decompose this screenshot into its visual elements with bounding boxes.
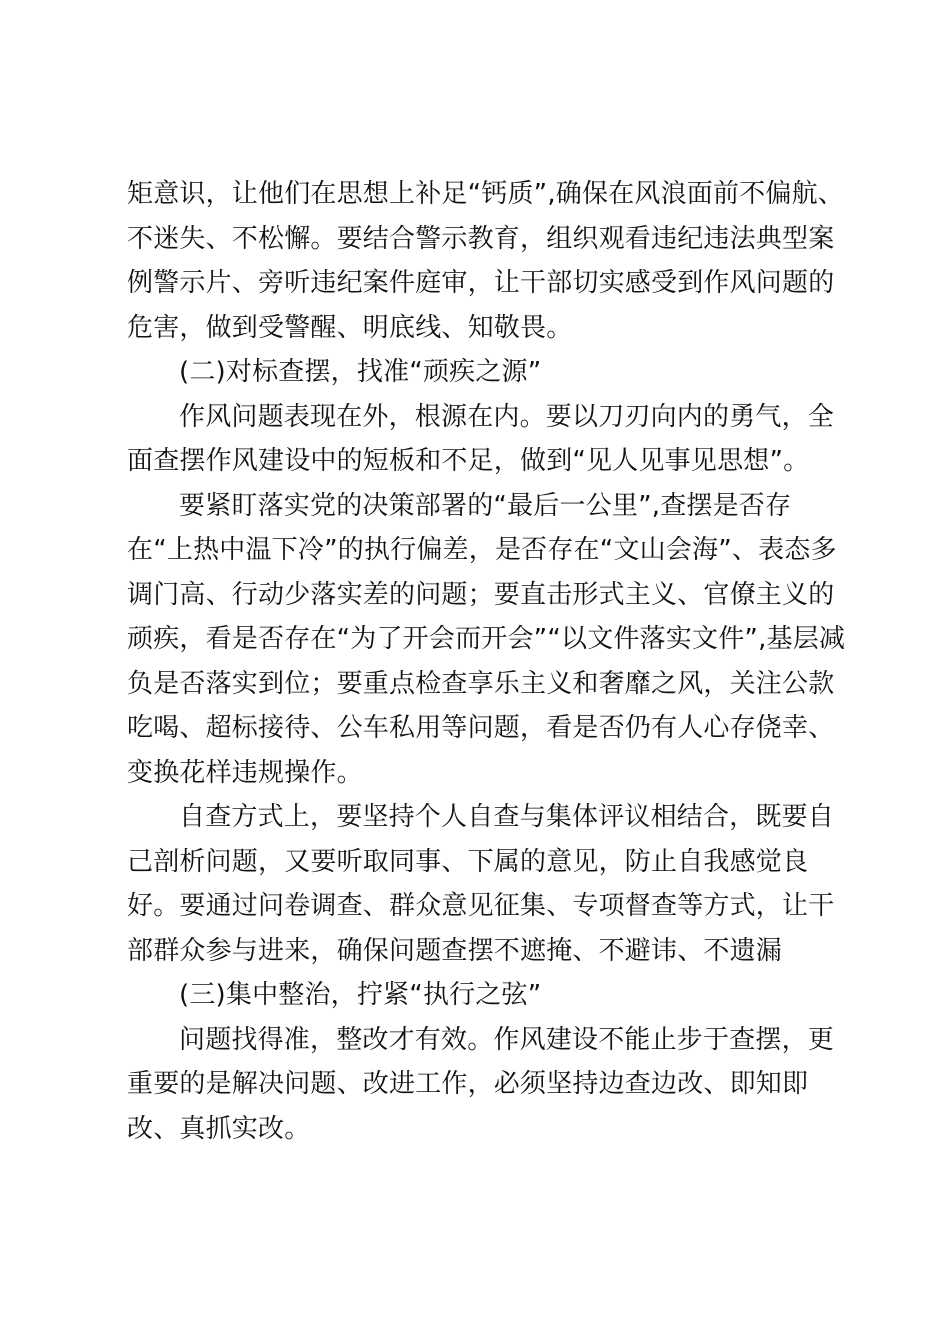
text-line: 面查摆作风建设中的短板和不足，做到“见人见事见思想”。 [127,446,810,476]
text-line: 在“上热中温下冷”的执行偏差，是否存在“文山会海”、表态多 [127,535,837,565]
text-line: 矩意识，让他们在思想上补足“钙质”,确保在风浪面前不偏航、 [127,179,845,209]
text-line: 变换花样违规操作。 [127,757,363,788]
text-line: 要紧盯落实党的决策部署的“最后一公里”,查摆是否存 [179,490,792,521]
section-heading: (三)集中整治，拧紧“执行之弦” [179,980,542,1010]
text-line: 负是否落实到位；要重点检查享乐主义和奢靡之风，关注公款 [127,668,835,699]
text-line: 部群众参与进来，确保问题查摆不遮掩、不避讳、不遗漏 [127,935,783,966]
text-line: 例警示片、旁听违纪案件庭审，让干部切实感受到作风问题的 [127,268,835,298]
text-line: 吃喝、超标接待、公车私用等问题，看是否仍有人心存侥幸、 [127,713,835,743]
text-line: 好。要通过问卷调查、群众意见征集、专项督查等方式，让干 [127,891,835,921]
text-line: 危害，做到受警醒、明底线、知敬畏。 [127,312,573,343]
text-line: 顽疾，看是否存在“为了开会而开会”“以文件落实文件”,基层减 [127,624,846,654]
text-line: 自查方式上，要坚持个人自查与集体评议相结合，既要自 [179,802,835,832]
text-line: 己剖析问题，又要听取同事、下属的意见，防止自我感觉良 [127,846,809,877]
text-line: 问题找得准，整改才有效。作风建设不能止步于查摆，更 [179,1024,835,1055]
text-line: 重要的是解决问题、改进工作，必须坚持边查边改、即知即 [127,1069,809,1099]
text-line: 改、真抓实改。 [127,1113,311,1144]
text-line: 作风问题表现在外，根源在内。要以刀刃向内的勇气，全 [179,401,835,432]
text-line: 调门高、行动少落实差的问题；要直击形式主义、官僚主义的 [127,579,835,610]
text-line: 不迷失、不松懈。要结合警示教育，组织观看违纪违法典型案 [127,223,835,254]
document-body [127,172,846,1151]
section-heading: (二)对标查摆，找准“顽疾之源” [179,357,542,387]
